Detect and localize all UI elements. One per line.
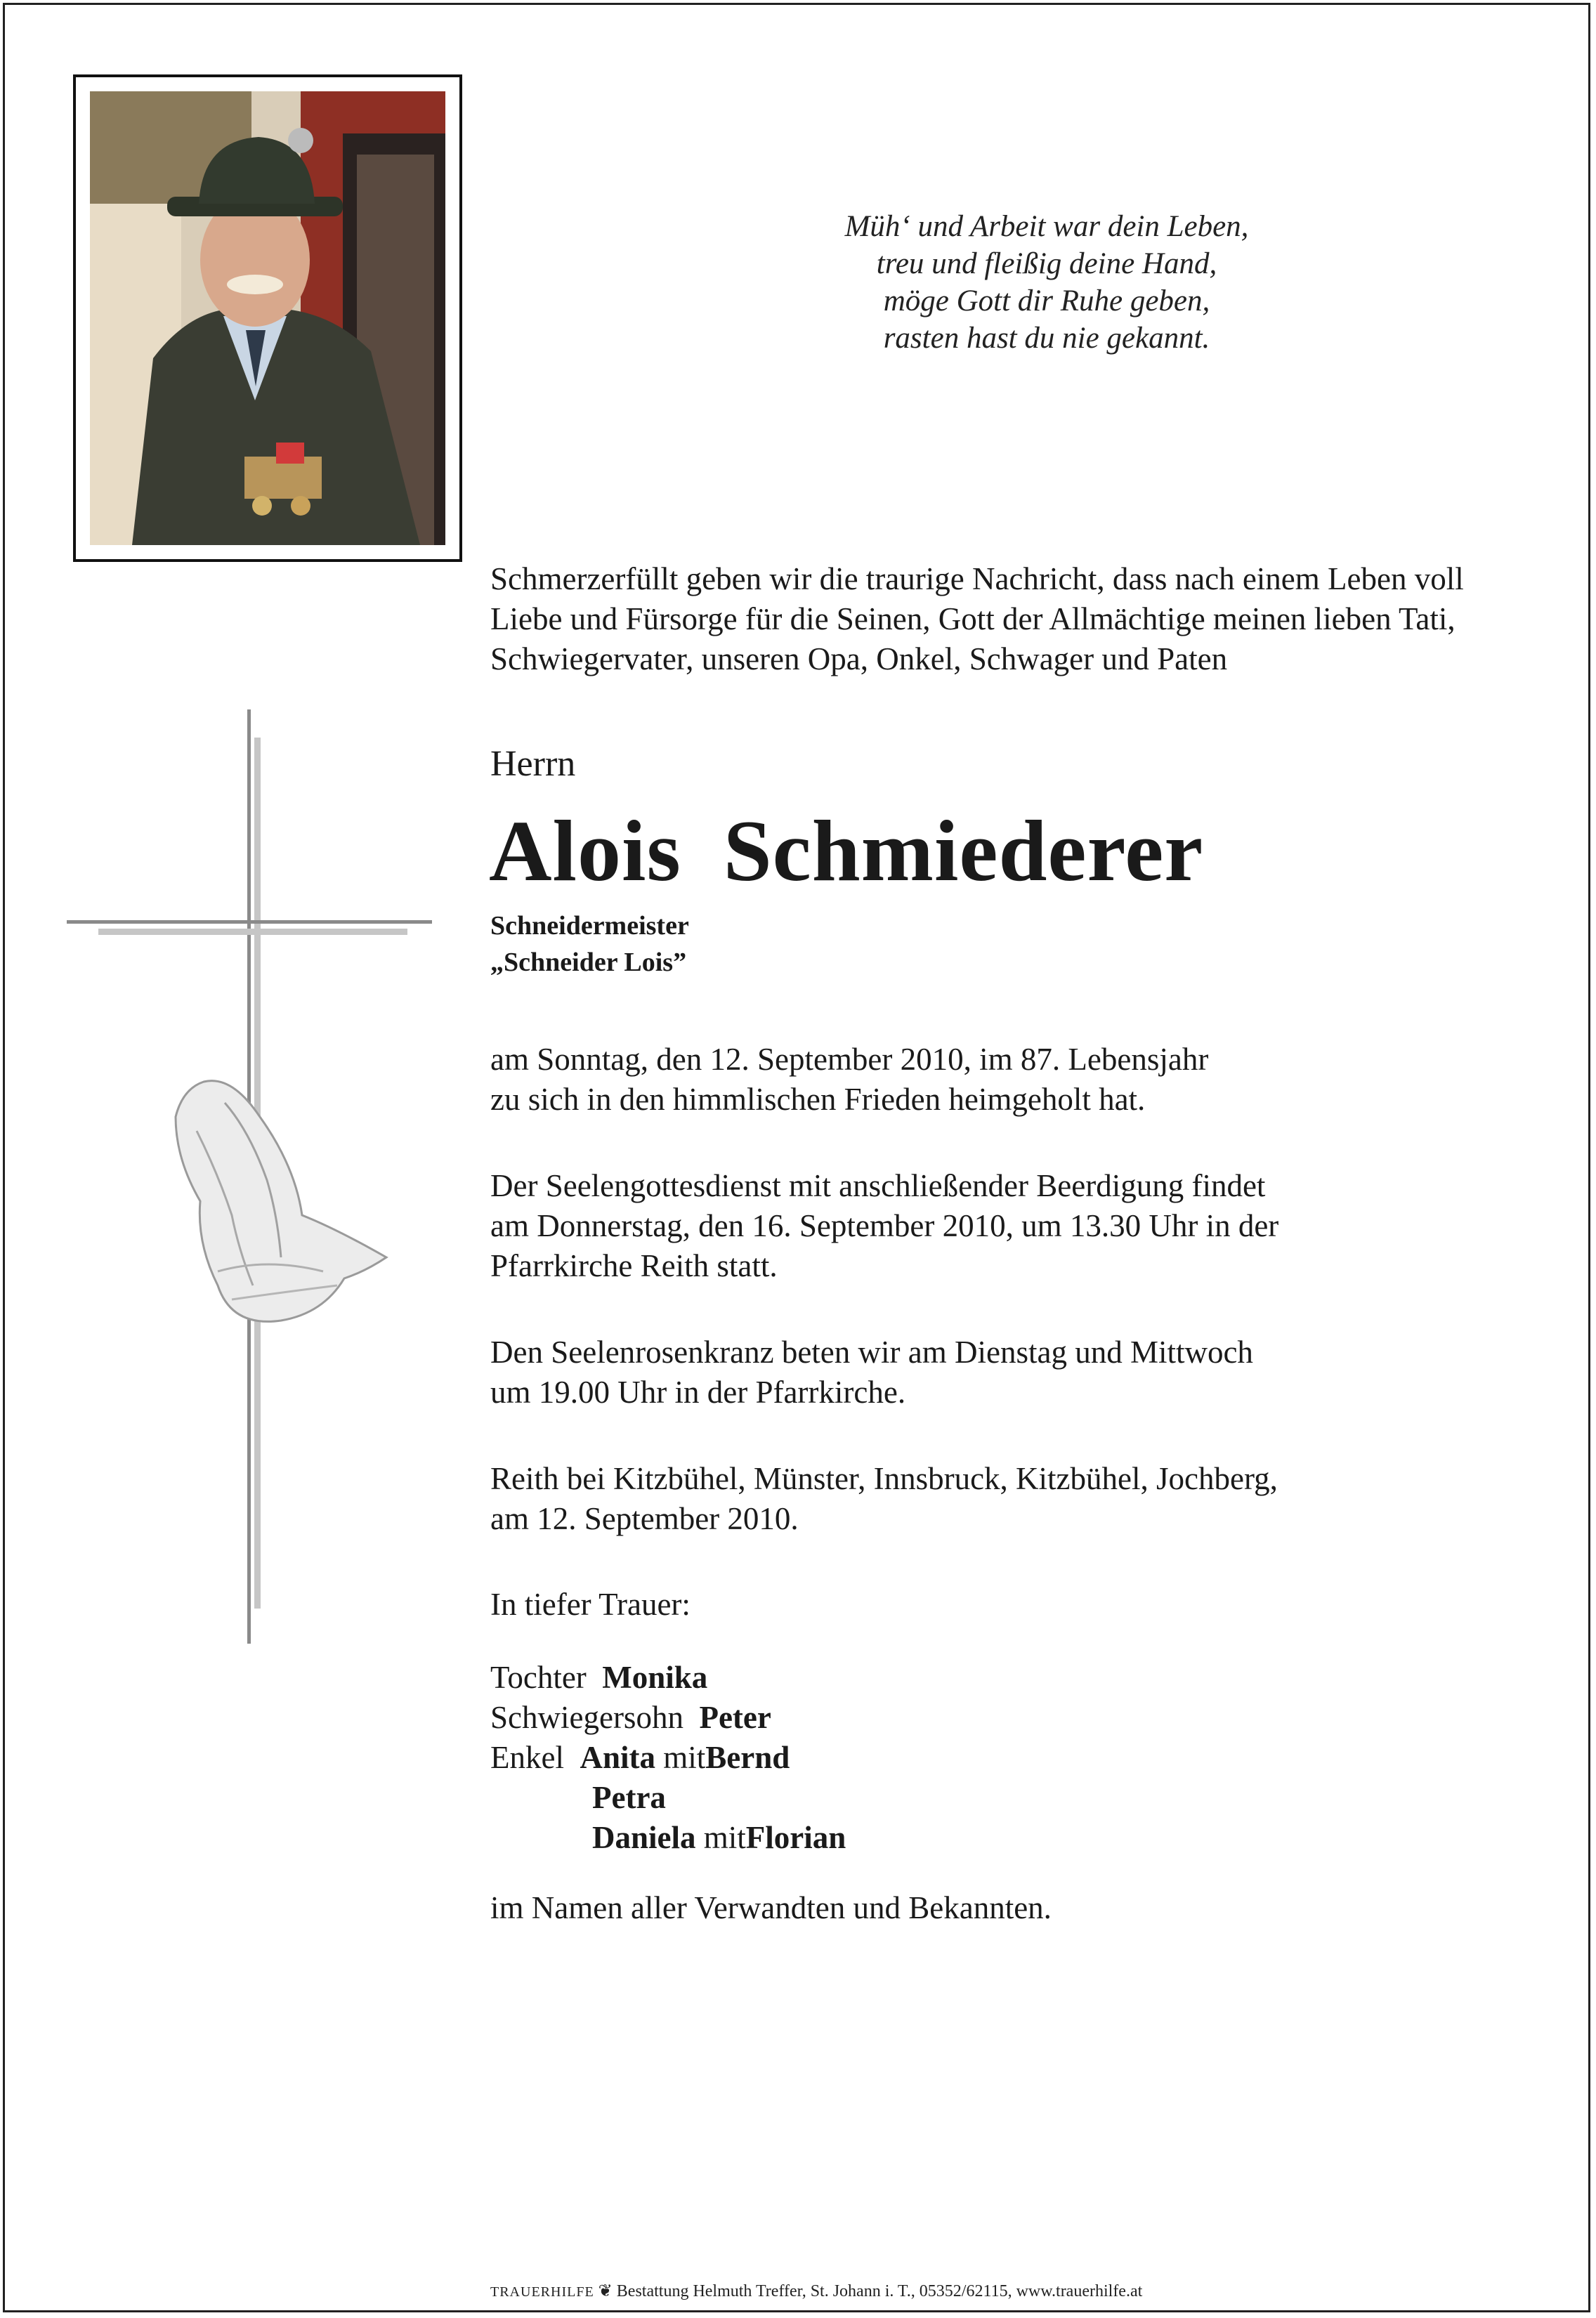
portrait-frame: [73, 74, 462, 562]
nickname: „Schneider Lois”: [490, 948, 687, 977]
salutation: Herrn: [490, 744, 576, 784]
poem-line: rasten hast du nie gekannt.: [883, 322, 1210, 355]
place-and-date: [490, 1459, 1544, 1539]
death-notice-line: zu sich in den himmlischen Frieden heimgeholt hat.: [490, 1082, 1146, 1117]
intro-line: Schwiegervater, unseren Opa, Onkel, Schwager und Paten: [490, 641, 1228, 676]
cross-with-praying-hands-illustration: [56, 709, 450, 1651]
date-line: am 12. September 2010.: [490, 1501, 799, 1536]
family-connector: mit: [663, 1740, 706, 1775]
poem-line: Müh‘ und Arbeit war dein Leben,: [844, 210, 1249, 243]
family-role: Tochter: [490, 1660, 587, 1695]
poem-line: möge Gott dir Ruhe geben,: [883, 284, 1210, 317]
place-line: Reith bei Kitzbühel, Münster, Innsbruck, Kitzbühel, Jochberg,: [490, 1461, 1278, 1496]
intro-line: Schmerzerfüllt geben wir die traurige Nachricht, dass nach einem Leben voll: [490, 561, 1464, 596]
praying-hands-icon: [176, 1081, 386, 1322]
memorial-poem: [632, 208, 1461, 357]
rosary-info: [490, 1332, 1544, 1413]
funeral-line: am Donnerstag, den 16. September 2010, um 13.30 Uhr in der: [490, 1208, 1279, 1243]
family-connector: mit: [703, 1820, 746, 1855]
family-row-grandchild-1: [490, 1738, 846, 1778]
footer: [490, 2281, 1142, 2301]
family-role: Schwiegersohn: [490, 1700, 683, 1735]
funeral-info: [490, 1166, 1544, 1286]
family-name: Daniela: [592, 1820, 696, 1855]
cross-icon: [56, 709, 450, 1651]
deceased-name: Alois Schmiederer: [489, 803, 1204, 899]
funeral-line: Der Seelengottesdienst mit anschließender Beerdigung findet: [490, 1168, 1266, 1203]
family-name: Peter: [699, 1700, 771, 1735]
funeral-line: Pfarrkirche Reith statt.: [490, 1248, 778, 1283]
death-notice-line: am Sonntag, den 12. September 2010, im 87. Lebensjahr: [490, 1042, 1209, 1077]
family-row-daughter: [490, 1658, 846, 1698]
occupation: [490, 908, 689, 981]
portrait-photo: [90, 91, 445, 545]
family-row-grandchild-2: [490, 1778, 846, 1818]
family-role: Enkel: [490, 1740, 564, 1775]
family-row-grandchild-3: [490, 1818, 846, 1858]
leaf-icon: ❦: [598, 2282, 613, 2300]
rosary-line: Den Seelenrosenkranz beten wir am Dienstag und Mittwoch: [490, 1335, 1253, 1370]
family-name: Monika: [602, 1660, 708, 1695]
family-row-soninlaw: [490, 1698, 846, 1738]
family-name: Anita: [580, 1740, 655, 1775]
family-name: Petra: [592, 1780, 666, 1815]
rosary-line: um 19.00 Uhr in der Pfarrkirche.: [490, 1375, 906, 1410]
death-notice: [490, 1040, 1544, 1120]
footer-brand: TRAUERHILFE: [490, 2284, 594, 2300]
intro-line: Liebe und Fürsorge für die Seinen, Gott der Allmächtige meinen lieben Tati,: [490, 601, 1456, 636]
family-list: [490, 1658, 846, 1858]
mourning-label: In tiefer Trauer:: [490, 1587, 691, 1622]
intro-text: [490, 559, 1586, 679]
poem-line: treu und fleißig deine Hand,: [876, 247, 1217, 280]
family-name: Florian: [745, 1820, 846, 1855]
footer-text: Bestattung Helmuth Treffer, St. Johann i. T., 05352/62115, www.trauerhilfe.at: [616, 2282, 1143, 2300]
closing-line: im Namen aller Verwandten und Bekannten.: [490, 1890, 1052, 1925]
family-name: Bernd: [705, 1740, 790, 1775]
occupation-title: Schneidermeister: [490, 911, 689, 941]
